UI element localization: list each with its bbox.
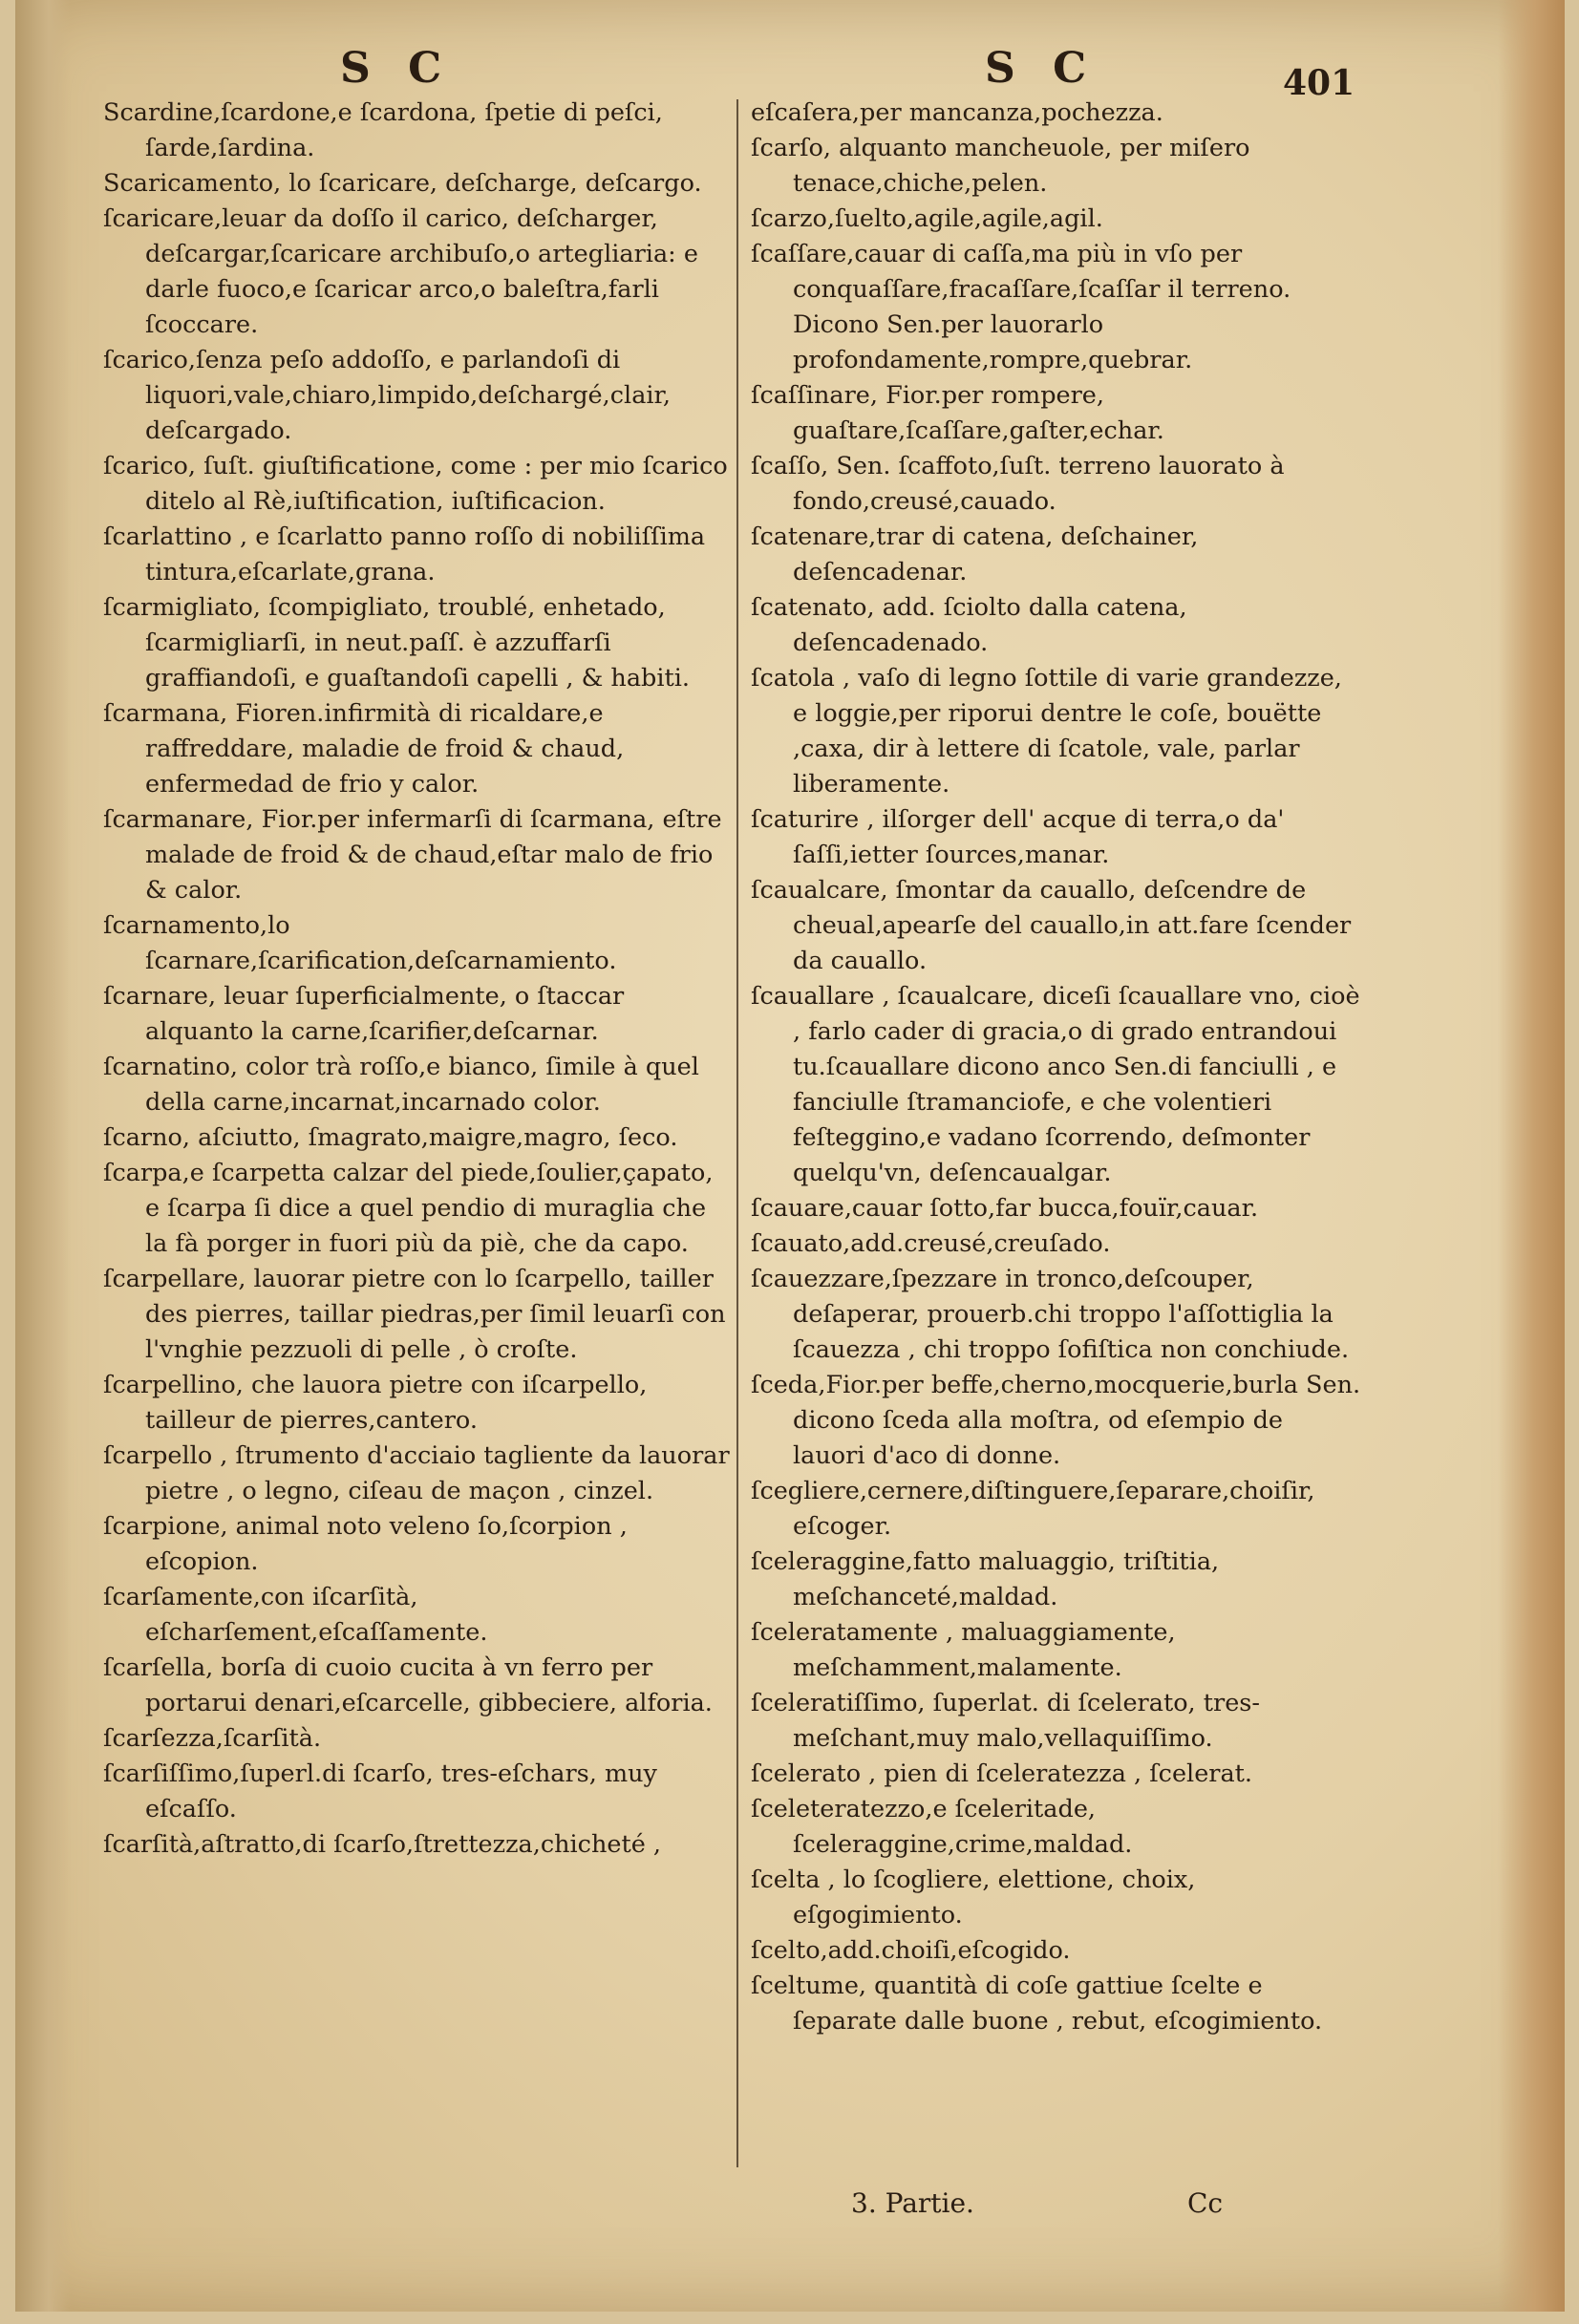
dictionary-entry: ſceleteratezzo,e ſceleritade, ſceleraggine,crime,maldad. bbox=[751, 1795, 1133, 1859]
column-rule bbox=[736, 99, 738, 2167]
dictionary-entry: ſcarſità,aſtratto,di ſcarſo,ſtrettezza,chicheté , bbox=[103, 1830, 662, 1859]
page-edge bbox=[1498, 0, 1565, 2312]
dictionary-entry: ſcarſella, borſa di cuoio cucita à vn ferro per portarui denari,eſcarcelle, gibbeciere, alforia. bbox=[103, 1653, 713, 1717]
dictionary-entry: ſcauezzare,ſpezzare in tronco,deſcouper, deſaperar, prouerb.chi troppo l'aſſottiglia la ſcauezza , chi troppo ſofiſtica non conchiude. bbox=[751, 1265, 1350, 1364]
dictionary-entry: ſcauallare , ſcaualcare, diceſi ſcauallare vno, cioè , farlo cader di gracia,o di grado entrandoui tu.ſcauallare dicono anco Sen.di fanciulli , e fanciulle ſtramanciofe, e che volentieri feſteggino,e vadano ſcorrendo, deſmonter quelqu'vn, deſencaualgar. bbox=[751, 982, 1360, 1187]
dictionary-entry: ſcarſiſſimo,ſuperl.di ſcarſo, tres-eſchars, muy eſcaſſo. bbox=[103, 1759, 657, 1823]
signature-mark: Cc bbox=[1187, 2187, 1224, 2219]
dictionary-entry: ſcaualcare, ſmontar da cauallo, deſcendre de cheual,apearſe del cauallo,in att.fare ſcender da cauallo. bbox=[751, 876, 1352, 975]
binding-edge bbox=[15, 0, 71, 2312]
dictionary-entry: ſcarpa,e ſcarpetta calzar del piede,ſoulier,çapato, e ſcarpa ſi dice a quel pendio di muraglia che la fà porger in fuori più da piè, che da capo. bbox=[103, 1159, 714, 1258]
dictionary-entry: ſcatenato, add. ſciolto dalla catena, deſencadenado. bbox=[751, 593, 1187, 657]
dictionary-entry: ſcarſo, alquanto mancheuole, per miſero tenace,chiche,pelen. bbox=[751, 134, 1250, 198]
dictionary-entry: ſcarico, ſuſt. giuſtificatione, come : per mio ſcarico ditelo al Rè,iuſtification, iuſtificacion. bbox=[103, 452, 728, 516]
dictionary-entry: ſcarſezza,ſcarſità. bbox=[103, 1724, 322, 1753]
dictionary-entry: ſceleratamente , maluaggiamente, meſchamment,malamente. bbox=[751, 1618, 1176, 1682]
dictionary-entry: ſcaſſinare, Fior.per rompere, guaſtare,ſcaſſare,gaſter,echar. bbox=[751, 381, 1164, 445]
dictionary-entry: ſcarnatino, color trà roſſo,e bianco, ſimile à quel della carne,incarnat,incarnado color. bbox=[103, 1053, 699, 1117]
part-label: 3. Partie. bbox=[851, 2187, 974, 2219]
left-column bbox=[103, 96, 730, 1863]
dictionary-entry: ſcarnare, leuar ſuperficialmente, o ſtaccar alquanto la carne,ſcarifier,deſcarnar. bbox=[103, 982, 625, 1046]
dictionary-entry: ſcauato,add.creusé,creuſado. bbox=[751, 1229, 1111, 1258]
dictionary-entry: ſcaricare,leuar da doſſo il carico, deſcharger, deſcargar,ſcaricare archibuſo,o artegliaria: e darle fuoco,e ſcaricar arco,o baleſtra,farli ſcoccare. bbox=[103, 204, 698, 339]
dictionary-entry: ſceleraggine,fatto maluaggio, triſtitia, meſchanceté,maldad. bbox=[751, 1547, 1220, 1611]
page-number: 401 bbox=[1283, 63, 1355, 103]
book-page bbox=[15, 0, 1565, 2312]
dictionary-entry: ſcegliere,cernere,diſtinguere,ſeparare,choiſir, eſcoger. bbox=[751, 1477, 1315, 1541]
dictionary-entry: Scaricamento, lo ſcaricare, deſcharge, deſcargo. bbox=[103, 169, 702, 198]
dictionary-entry: ſcarno, aſciutto, ſmagrato,maigre,magro, ſeco. bbox=[103, 1123, 678, 1152]
dictionary-entry: ſceda,Fior.per beffe,cherno,mocquerie,burla Sen. dicono ſceda alla moſtra, od eſempio de lauori d'aco di donne. bbox=[751, 1371, 1361, 1470]
dictionary-entry: ſcarpello , ſtrumento d'acciaio tagliente da lauorar pietre , o legno, ciſeau de maçon , cinzel. bbox=[103, 1441, 730, 1505]
dictionary-entry: Scardine,ſcardone,e ſcardona, ſpetie di peſci, ſarde,ſardina. bbox=[103, 98, 663, 162]
dictionary-entry: ſcaſſo, Sen. ſcaffoto,ſuſt. terreno lauorato à fondo,creusé,cauado. bbox=[751, 452, 1285, 516]
dictionary-entry: ſcarpione, animal noto veleno ſo,ſcorpion , eſcopion. bbox=[103, 1512, 628, 1576]
right-running-head: S C bbox=[985, 44, 1099, 93]
dictionary-entry: ſcelta , lo ſcogliere, elettione, choix, eſgogimiento. bbox=[751, 1866, 1196, 1930]
dictionary-entry: eſcaſera,per mancanza,pochezza. bbox=[751, 98, 1163, 127]
dictionary-entry: ſcelerato , pien di ſceleratezza , ſcelerat. bbox=[751, 1759, 1253, 1788]
dictionary-entry: ſcatenare,trar di catena, deſchainer, deſencadenar. bbox=[751, 522, 1199, 586]
left-running-head: S C bbox=[340, 44, 454, 93]
dictionary-entry: ſcauare,cauar ſotto,far bucca,fouïr,cauar. bbox=[751, 1194, 1259, 1223]
right-column bbox=[751, 96, 1362, 2039]
dictionary-entry: ſcarzo,ſuelto,agile,agile,agil. bbox=[751, 204, 1103, 233]
dictionary-entry: ſcarico,ſenza peſo addoſſo, e parlandoſi di liquori,vale,chiaro,limpido,deſchargé,clair, deſcargado. bbox=[103, 346, 672, 445]
dictionary-entry: ſcaſſare,cauar di caſſa,ma più in vſo per conquaſſare,fracaſſare,ſcaſſar il terreno. Dicono Sen.per lauorarlo profondamente,rompre,quebrar. bbox=[751, 240, 1291, 374]
dictionary-entry: ſcarmanare, Fior.per infermarſi di ſcarmana, eſtre malade de froid & de chaud,eſtar malo de frio & calor. bbox=[103, 805, 722, 905]
dictionary-entry: ſcaturire , ilſorger dell' acque di terra,o da' ſaſſi,ietter ſources,manar. bbox=[751, 805, 1285, 869]
dictionary-entry: ſcelto,add.choiſi,eſcogido. bbox=[751, 1936, 1071, 1965]
dictionary-entry: ſcarmigliato, ſcompigliato, troublé, enhetado, ſcarmigliarſi, in neut.paſſ. è azzuffarſi graffiandoſi, e guaſtandoſi capelli , & habiti. bbox=[103, 593, 691, 693]
dictionary-entry: ſcarlattino , e ſcarlatto panno roſſo di nobiliſſima tintura,eſcarlate,grana. bbox=[103, 522, 706, 586]
dictionary-entry: ſcarpellino, che lauora pietre con iſcarpello, tailleur de pierres,cantero. bbox=[103, 1371, 648, 1435]
dictionary-entry: ſcatola , vaſo di legno ſottile di varie grandezze, e loggie,per riporui dentre le coſe, bouëtte ,caxa, dir à lettere di ſcatole, vale, parlar liberamente. bbox=[751, 664, 1342, 799]
dictionary-entry: ſcarpellare, lauorar pietre con lo ſcarpello, tailler des pierres, taillar piedras,per ſimil leuarſi con l'vnghie pezzuoli di pelle , ò croſte. bbox=[103, 1265, 726, 1364]
dictionary-entry: ſcarnamento,lo ſcarnare,ſcarification,deſcarnamiento. bbox=[103, 911, 617, 975]
dictionary-entry: ſcarſamente,con iſcarſità, eſcharſement,eſcaſſamente. bbox=[103, 1583, 488, 1647]
dictionary-entry: ſceltume, quantità di coſe gattiue ſcelte e ſeparate dalle buone , rebut, eſcogimiento. bbox=[751, 1972, 1323, 2036]
dictionary-entry: ſcarmana, Fioren.infirmità di ricaldare,e raffreddare, maladie de froid & chaud, enfermedad de frio y calor. bbox=[103, 699, 625, 799]
dictionary-entry: ſceleratiſſimo, ſuperlat. di ſcelerato, tres-meſchant,muy malo,vellaquiſſimo. bbox=[751, 1689, 1260, 1753]
